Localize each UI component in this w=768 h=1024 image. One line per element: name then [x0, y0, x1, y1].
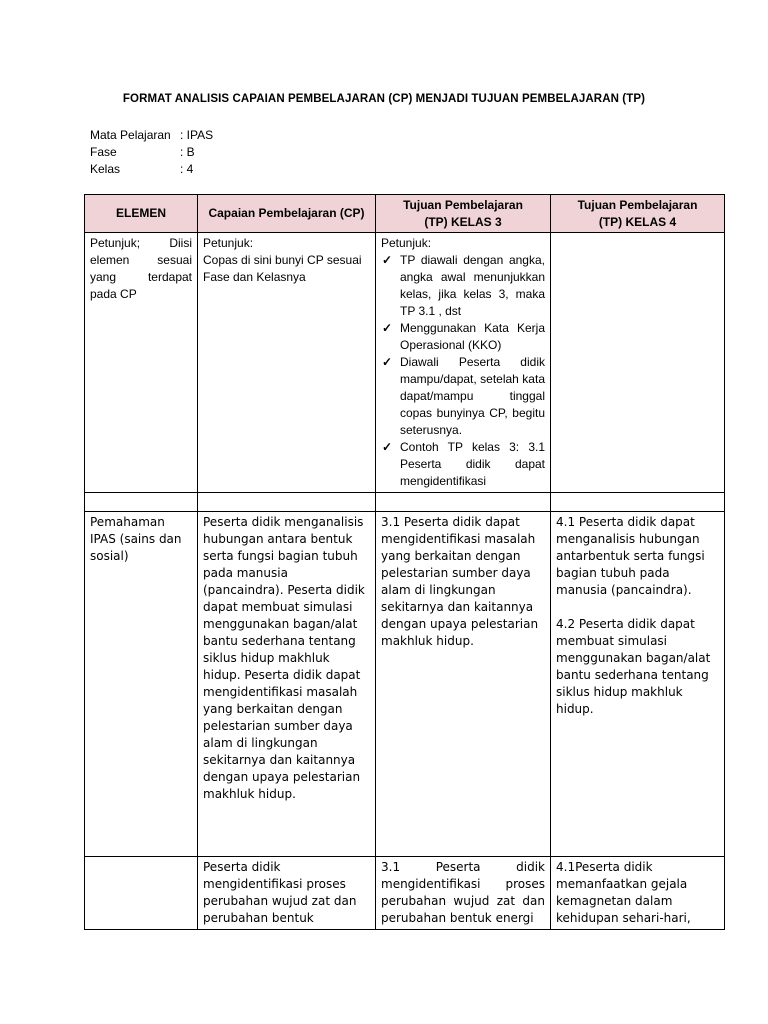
- meta-value: : IPAS: [180, 128, 214, 142]
- meta-row-subject: [90, 127, 213, 144]
- header-tp4: Tujuan Pembelajaran (TP) KELAS 4: [551, 195, 725, 233]
- row1-tp4-item-2: 4.2 Peserta didik dapat membuat simulasi menggunakan bagan/alat bantu sederhana tentang siklus hidup makhluk hidup.: [556, 617, 711, 716]
- meta-label: Fase: [90, 145, 117, 159]
- meta-value: : 4: [180, 162, 194, 176]
- petunjuk-cp-title: Petunjuk:: [203, 236, 254, 250]
- row-perubahan: [85, 857, 725, 930]
- check-icon: ✓: [382, 253, 393, 267]
- spacer-cell: [551, 493, 725, 512]
- item-gap: [556, 599, 719, 616]
- checklist-item: ✓ Contoh TP kelas 3: 3.1 Peserta didik dapat mengidentifikasi: [382, 440, 545, 488]
- meta-label: Mata Pelajaran: [90, 128, 171, 142]
- check-icon: ✓: [382, 440, 393, 454]
- check-icon: ✓: [382, 321, 393, 335]
- row1-tp4: [551, 512, 725, 857]
- row1-tp4-item-1: 4.1 Peserta didik dapat menganalisis hubungan antarbentuk serta fungsi bagian tubuh pada manusia (pancaindra).: [556, 515, 705, 597]
- spacer-cell: [376, 493, 551, 512]
- checklist-item: ✓ TP diawali dengan angka, angka awal menunjukkan kelas, jika kelas 3, maka TP 3.1 , dst: [382, 253, 545, 318]
- petunjuk-cp: [198, 233, 376, 493]
- checklist-item: ✓ Menggunakan Kata Kerja Operasional (KKO): [382, 321, 545, 352]
- petunjuk-row: [85, 233, 725, 493]
- spacer-cell: [198, 493, 376, 512]
- header-cp: Capaian Pembelajaran (CP): [198, 195, 376, 233]
- meta-row-class: [90, 161, 213, 178]
- row1-cp: Peserta didik menganalisis hubungan antara bentuk serta fungsi bagian tubuh pada manusia (pancaindra). Peserta didik dapat membuat simulasi menggunakan bagan/alat bantu sederhana tentang siklus hidup makhluk hidup. Peserta didik dapat mengidentifikasi masalah yang berkaitan dengan pelestarian sumber daya alam di lingkungan sekitarnya dan kaitannya dengan upaya pelestarian makhluk hidup.: [198, 512, 376, 857]
- check-icon: ✓: [382, 355, 393, 369]
- spacer-row: [85, 493, 725, 512]
- row2-elemen: [85, 857, 198, 930]
- row2-tp4: 4.1Peserta didik memanfaatkan gejala kemagnetan dalam kehidupan sehari-hari,: [551, 857, 725, 930]
- checklist-item: ✓ Diawali Peserta didik mampu/dapat, setelah kata dapat/mampu tinggal copas bunyinya CP, begitu seterusnya.: [382, 355, 545, 437]
- petunjuk-tp4: [551, 233, 725, 493]
- meta-value: : B: [180, 145, 195, 159]
- header-row: [85, 195, 725, 233]
- row2-tp3: 3.1 Peserta didik mengidentifikasi proses perubahan wujud zat dan perubahan bentuk energi: [376, 857, 551, 930]
- subject-info: [90, 127, 213, 178]
- header-tp3: Tujuan Pembelajaran (TP) KELAS 3: [376, 195, 551, 233]
- document-title: FORMAT ANALISIS CAPAIAN PEMBELAJARAN (CP) MENJADI TUJUAN PEMBELAJARAN (TP): [122, 93, 646, 105]
- row1-elemen: Pemahaman IPAS (sains dan sosial): [85, 512, 198, 857]
- petunjuk-tp3: [376, 233, 551, 493]
- spacer-cell: [85, 493, 198, 512]
- petunjuk-checklist: [381, 252, 545, 490]
- row1-tp3: 3.1 Peserta didik dapat mengidentifikasi masalah yang berkaitan dengan pelestarian sumber daya alam di lingkungan sekitarnya dan kaitannya dengan upaya pelestarian makhluk hidup.: [376, 512, 551, 857]
- petunjuk-cp-text: Copas di sini bunyi CP sesuai Fase dan Kelasnya: [203, 253, 362, 284]
- header-elemen: ELEMEN: [85, 195, 198, 233]
- meta-row-phase: [90, 144, 213, 161]
- row2-cp: Peserta didik mengidentifikasi proses perubahan wujud zat dan perubahan bentuk: [198, 857, 376, 930]
- row-pemahaman: [85, 512, 725, 857]
- petunjuk-tp3-title: Petunjuk:: [381, 236, 432, 250]
- petunjuk-elemen: Petunjuk; Diisi elemen sesuai yang terdapat pada CP: [85, 233, 198, 493]
- meta-label: Kelas: [90, 162, 121, 176]
- analysis-table: [84, 194, 725, 930]
